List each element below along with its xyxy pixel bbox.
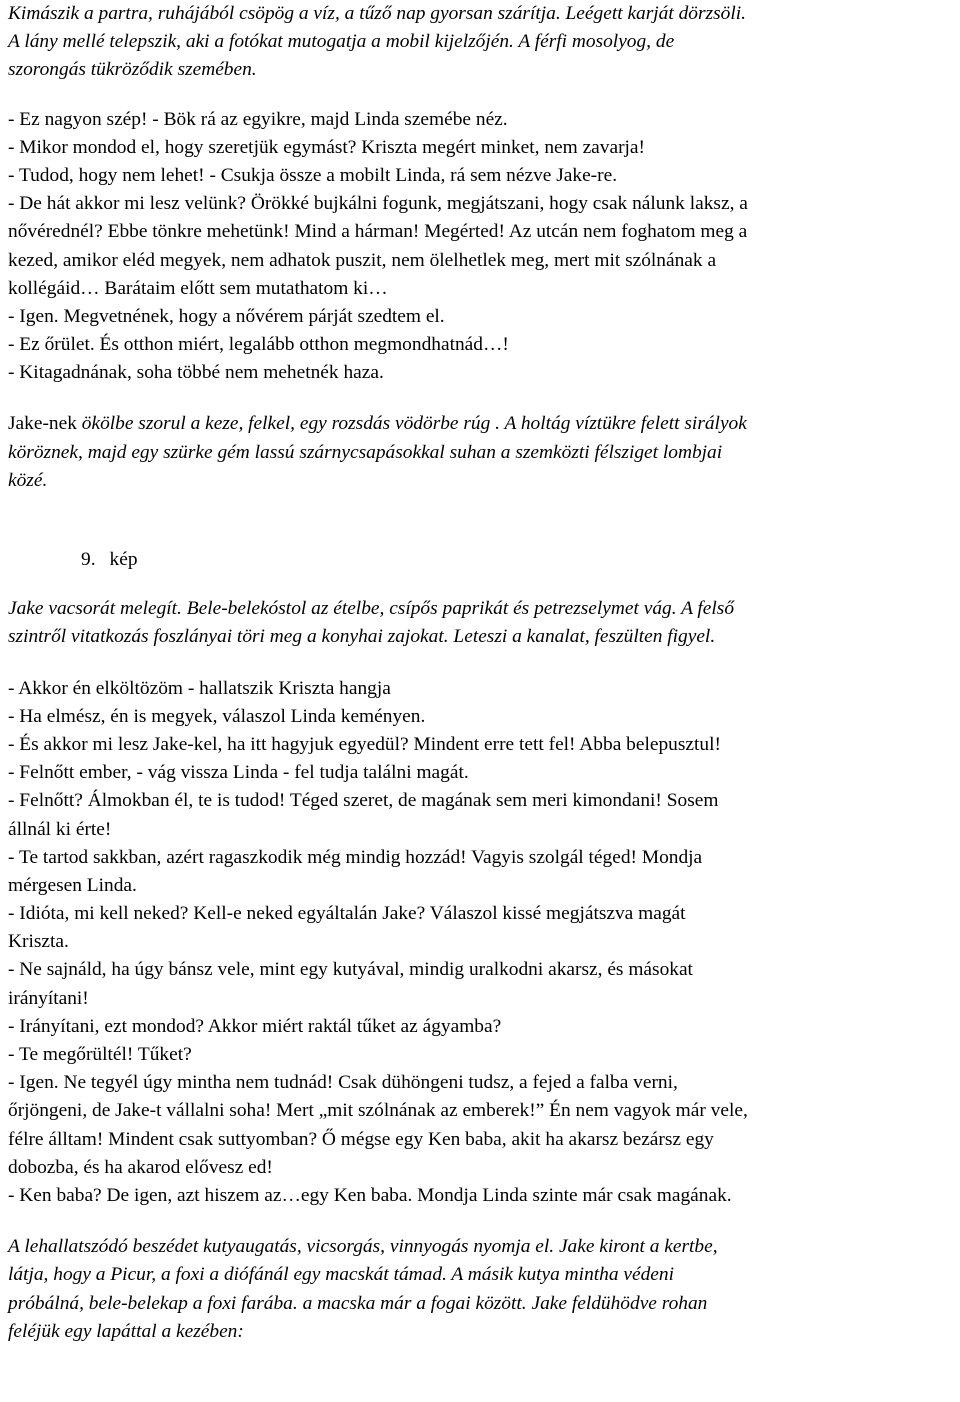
spacer <box>8 85 954 106</box>
spacer <box>8 574 954 595</box>
text-line: mérgesen Linda. <box>8 874 137 896</box>
dialogue-block-2 <box>8 675 954 1211</box>
text-line <box>8 410 954 438</box>
text-line: Jake vacsorát melegít. Bele-belekóstol az ételbe, csípős paprikát és petrezselymet vág. A felső <box>8 598 735 620</box>
text-line: - Igen. Ne tegyél úgy mintha nem tudnád! Csak dühöngeni tudsz, a fejed a falba verni, <box>8 1072 678 1094</box>
paragraph-narration-3 <box>8 1233 954 1346</box>
text-line: Kriszta. <box>8 931 69 953</box>
text-line: - És akkor mi lesz Jake-kel, ha itt hagyjuk egyedül? Mindent erre tett fel! Abba belepusztul! <box>8 733 721 755</box>
spacer <box>8 387 954 410</box>
text-line: - Te megőrültél! Tűket? <box>8 1044 192 1065</box>
text-line: - Kitagadnának, soha többé nem mehetnék haza. <box>8 362 384 384</box>
text-line: - Mikor mondod el, hogy szeretjük egymást? Kriszta megért minket, nem zavarja! <box>8 136 645 158</box>
text-line: - Ez őrület. És otthon miért, legalább otthon megmondhatnád…! <box>8 334 509 356</box>
text-line: - Te tartod sakkban, azért ragaszkodik még mindig hozzád! Vagyis szolgál téged! Mondja <box>8 846 703 868</box>
text-line: - Ha elmész, én is megyek, válaszol Linda keményen. <box>8 705 426 727</box>
text-line: állnál ki érte! <box>8 818 112 840</box>
text-line: - Ken baba? De igen, azt hiszem az…egy Ken baba. Mondja Linda szinte már csak magának. <box>8 1184 732 1206</box>
text-line: félre álltam! Mindent csak suttyomban? Ő mégse egy Ken baba, akit ha akarsz bezársz egy <box>8 1128 714 1150</box>
text-line: A lehallatszódó beszédet kutyaugatás, vicsorgás, vinnyogás nyomja el. Jake kiront a kertbe, <box>8 1236 718 1258</box>
text-line: közé. <box>8 469 48 491</box>
text-line: Kimászik a partra, ruhájából csöpög a víz, a tűző nap gyorsan szárítja. Leégett karját dörzsöli. <box>8 3 746 24</box>
paragraph-narration-2 <box>8 595 954 651</box>
text-line: kollégáid… Barátaim előtt sem mutathatom ki… <box>8 277 388 299</box>
text-line: szorongás tükröződik szemében. <box>8 59 257 81</box>
text-line: dobozba, és ha akarod elővesz ed! <box>8 1156 273 1178</box>
document-page <box>8 0 954 1346</box>
dialogue-block-1 <box>8 106 954 388</box>
text-line: kezed, amikor eléd megyek, nem adhatok puszit, nem ölelhetlek meg, mert mit szólnának a <box>8 249 717 271</box>
chapter-label: kép <box>109 549 138 570</box>
text-line: őrjöngeni, de Jake-t vállalni soha! Mert „mit szólnának az emberek!” Én nem vagyok már vele, <box>8 1100 748 1122</box>
text-line: - De hát akkor mi lesz velünk? Örökké bujkálni fogunk, megjátszani, hogy csak nálunk laksz, a <box>8 193 748 215</box>
paragraph-intro <box>8 0 954 85</box>
text-line: - Igen. Megvetnének, hogy a nővérem párját szedtem el. <box>8 305 445 327</box>
text-line: feléjük egy lapáttal a kezében: <box>8 1320 244 1342</box>
spacer <box>8 495 954 546</box>
chapter-heading <box>8 546 954 574</box>
text-line: - Tudod, hogy nem lehet! - Csukja össze a mobilt Linda, rá sem nézve Jake-re. <box>8 164 618 186</box>
text-line: - Felnőtt ember, - vág vissza Linda - fel tudja találni magát. <box>8 762 469 784</box>
text-line: - Ez nagyon szép! - Bök rá az egyikre, majd Linda szemébe néz. <box>8 108 508 130</box>
text-line: - Felnőtt? Álmokban él, te is tudod! Téged szeret, de magának sem meri kimondani! Sosem <box>8 790 719 812</box>
text-line: irányítani! <box>8 987 89 1009</box>
text-line: köröznek, majd egy szürke gém lassú szárnycsapásokkal suhan a szemközti félsziget lombjai <box>8 441 723 463</box>
text-line: - Idióta, mi kell neked? Kell-e neked egyáltalán Jake? Válaszol kissé megjátszva magát <box>8 903 686 925</box>
spacer <box>8 652 954 675</box>
spacer <box>8 1210 954 1233</box>
chapter-number: 9. <box>81 549 96 570</box>
text-line: - Irányítani, ezt mondod? Akkor miért raktál tűket az ágyamba? <box>8 1015 502 1037</box>
text-plain: Jake-nek <box>8 413 82 435</box>
text-line: próbálná, bele-belekap a foxi farába. a macska már a fogai között. Jake feldühödve rohan <box>8 1292 708 1314</box>
text-italic: ökölbe szorul a keze, felkel, egy rozsdás vödörbe rúg . A holtág víztükre felett sirályok <box>81 413 747 435</box>
paragraph-narration-1 <box>8 410 954 495</box>
text-line: A lány mellé telepszik, aki a fotókat mutogatja a mobil kijelzőjén. A férfi mosolyog, de <box>8 31 675 53</box>
text-line: - Akkor én elköltözöm - hallatszik Kriszta hangja <box>8 677 391 699</box>
text-line: nővérednél? Ebbe tönkre mehetünk! Mind a hárman! Megérted! Az utcán nem foghatom meg a <box>8 221 748 243</box>
text-line: - Ne sajnáld, ha úgy bánsz vele, mint egy kutyával, mindig uralkodni akarsz, és másokat <box>8 959 693 981</box>
text-line: szintről vitatkozás foszlányai töri meg a konyhai zajokat. Leteszi a kanalat, feszülten figyel. <box>8 626 716 648</box>
text-line: látja, hogy a Picur, a foxi a diófánál egy macskát támad. A másik kutya mintha védeni <box>8 1264 674 1286</box>
